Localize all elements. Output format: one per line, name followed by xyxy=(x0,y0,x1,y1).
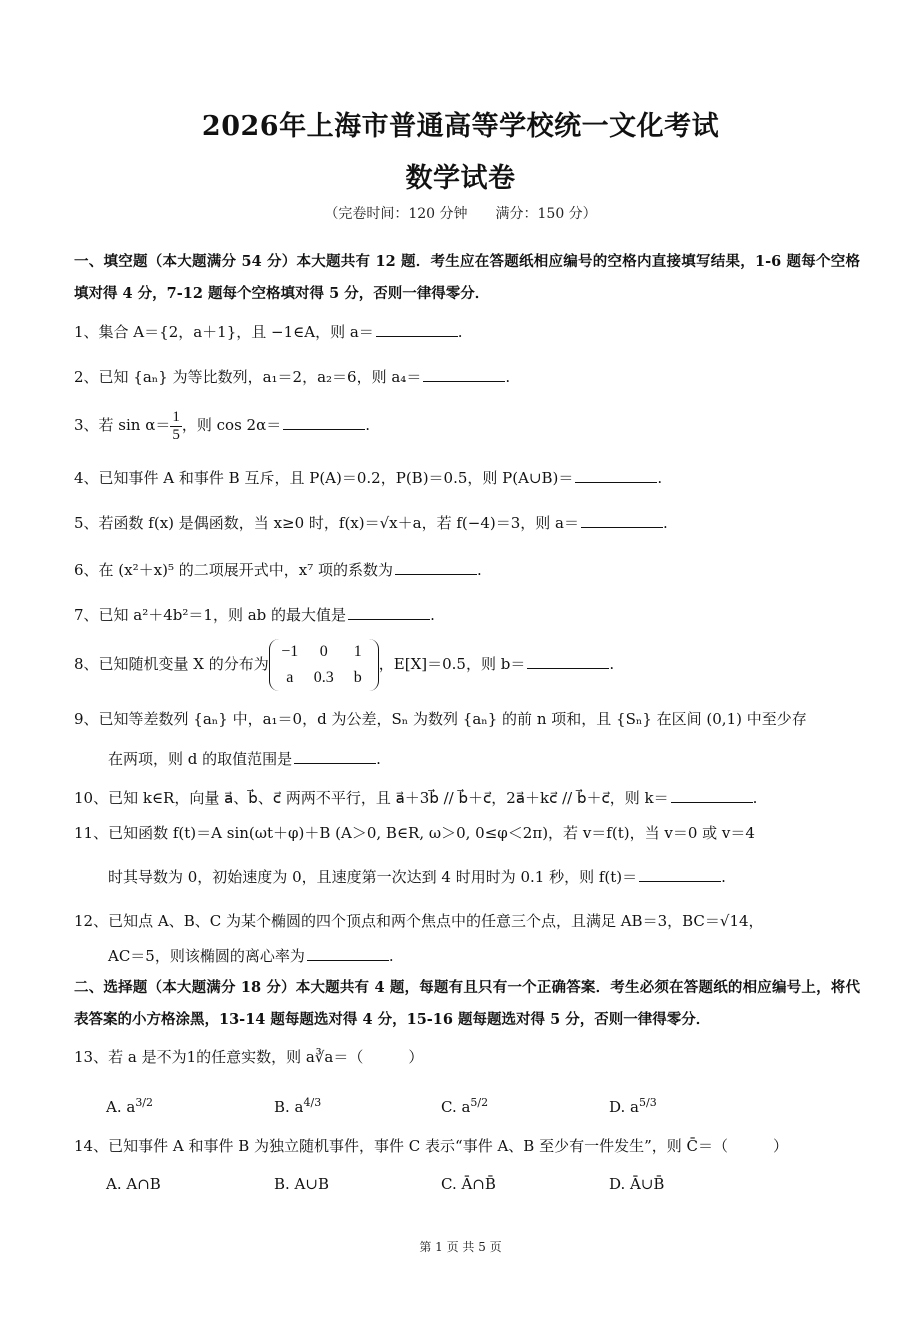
question-13-stem: 13、若 a 是不为1的任意实数，则 a∛a＝（ ） xyxy=(74,1048,424,1066)
matrix-cell: a xyxy=(286,669,294,686)
matrix-cell: b xyxy=(353,669,362,686)
answer-blank xyxy=(294,747,376,764)
fraction-numerator: 1 xyxy=(172,408,180,425)
question-12-continued: AC＝5，则该椭圆的离心率为 . xyxy=(108,944,394,967)
question-9 xyxy=(74,708,864,730)
question-13 xyxy=(74,1046,864,1068)
question-14 xyxy=(74,1135,864,1157)
question-9-line-2: 在两项，则 d 的取值范围是 xyxy=(108,750,293,768)
option-b-exponent: 4/3 xyxy=(303,1096,322,1109)
question-5: 5、若函数 f(x) 是偶函数，当 x≥0 时，f(x)＝√x＋a，若 f(−4)＝3，则 a＝ . xyxy=(74,511,864,534)
q14-option-a: A. A∩B xyxy=(106,1175,161,1193)
matrix-cell: 1 xyxy=(353,643,362,660)
answer-blank xyxy=(376,320,458,337)
question-3-prefix: 3、若 sin α＝ xyxy=(74,416,171,434)
question-11-line-1: 11、已知函数 f(t)＝A sin(ωt＋φ)＋B (A＞0, B∈R, ω＞0, 0≤φ＜2π)，若 v＝f(t)，当 v＝0 或 v＝4 xyxy=(74,824,755,842)
option-b-text: B. a xyxy=(274,1098,304,1116)
question-2-text: 2、已知 {aₙ} 为等比数列，a₁＝2，a₂＝6，则 a₄＝ xyxy=(74,368,422,386)
option-a-text: A. a xyxy=(106,1098,136,1116)
option-c-exponent: 5/2 xyxy=(470,1096,489,1109)
question-12 xyxy=(74,910,864,932)
matrix-cell: 0 xyxy=(319,643,328,660)
option-a-exponent: 3/2 xyxy=(135,1096,154,1109)
answer-blank xyxy=(671,786,753,803)
question-1: 1、集合 A＝{2，a＋1}，且 −1∈A，则 a＝ . xyxy=(74,320,864,343)
section-2-heading: 二、选择题（本大题满分 18 分）本大题共有 4 题，每题有且只有一个正确答案．考生必须在答题纸的相应编号上，将代表答案的小方格涂黑，13-14 题每题选对得 4 分，15-16 题每题选对得 5 分，否则一律得零分． xyxy=(74,979,860,1028)
fraction xyxy=(170,409,182,444)
question-11-line-2: 时其导数为 0，初始速度为 0，且速度第一次达到 4 时用时为 0.1 秒，则 f(t)＝ xyxy=(108,868,638,886)
exam-subtitle: 数学试卷 xyxy=(405,163,516,194)
option-c-text: C. a xyxy=(441,1098,471,1116)
question-2: 2、已知 {aₙ} 为等比数列，a₁＝2，a₂＝6，则 a₄＝ . xyxy=(74,365,864,388)
exam-meta: （完卷时间：120 分钟 满分：150 分） xyxy=(324,206,597,222)
q14-option-c: C. Ā∩B̄ xyxy=(441,1175,496,1193)
question-6-text: 6、在 (x²＋x)⁵ 的二项展开式中，x⁷ 项的系数为 xyxy=(74,561,393,579)
page-footer: 第 1 页 共 5 页 xyxy=(419,1240,502,1254)
question-7-text: 7、已知 a²＋4b²＝1，则 ab 的最大值是 xyxy=(74,606,347,624)
answer-blank xyxy=(283,413,365,430)
question-4: 4、已知事件 A 和事件 B 互斥，且 P(A)＝0.2，P(B)＝0.5，则 P(A∪B)＝ . xyxy=(74,466,864,489)
q14-option-d: D. Ā∪B̄ xyxy=(609,1175,665,1193)
answer-blank xyxy=(395,558,477,575)
question-1-text: 1、集合 A＝{2，a＋1}，且 −1∈A，则 a＝ xyxy=(74,323,374,341)
question-3: 3、若 sin α＝ $\frac{1}{5}$ ，则 cos 2α＝ . xyxy=(74,408,370,443)
question-11 xyxy=(74,822,864,844)
matrix-cell: 0.3 xyxy=(313,669,334,686)
answer-blank xyxy=(581,511,663,528)
question-7: 7、已知 a²＋4b²＝1，则 ab 的最大值是 . xyxy=(74,603,864,626)
distribution-table xyxy=(269,639,379,691)
question-8-suffix: ，E[X]＝0.5，则 b＝ xyxy=(378,655,526,673)
answer-blank xyxy=(575,466,657,483)
matrix-cell: −1 xyxy=(281,643,299,660)
answer-blank xyxy=(307,944,389,961)
answer-blank xyxy=(348,603,430,620)
q14-option-b: B. A∪B xyxy=(274,1175,329,1193)
answer-blank xyxy=(423,365,505,382)
question-12-line-2: AC＝5，则该椭圆的离心率为 xyxy=(108,947,305,965)
question-10: 10、已知 k∈R，向量 a⃗、b⃗、c⃗ 两两不平行，且 a⃗＋3b⃗ // b⃗＋c⃗，2a⃗＋kc⃗ // b⃗＋c⃗，则 k＝ . xyxy=(74,786,864,809)
answer-blank xyxy=(527,652,609,669)
question-14-stem: 14、已知事件 A 和事件 B 为独立随机事件，事件 C 表示“事件 A、B 至少有一件发生”，则 C̄＝（ ） xyxy=(74,1137,789,1155)
question-10-text: 10、已知 k∈R，向量 a⃗、b⃗、c⃗ 两两不平行，且 a⃗＋3b⃗ // b⃗＋c⃗，2a⃗＋kc⃗ // b⃗＋c⃗，则 k＝ xyxy=(74,789,669,807)
q13-option-d xyxy=(609,1092,657,1118)
answer-blank xyxy=(639,865,721,882)
question-8: 8、已知随机变量 X 的分布为 −1 0 1 a 0.3 b ，E[X]＝0.5，则 b＝ . xyxy=(74,636,864,692)
exam-title: 2026年上海市普通高等学校统一文化考试 xyxy=(201,111,720,142)
q13-option-a xyxy=(106,1092,153,1118)
question-3-suffix: ，则 cos 2α＝ xyxy=(181,416,282,434)
question-6: 6、在 (x²＋x)⁵ 的二项展开式中，x⁷ 项的系数为 . xyxy=(74,558,864,581)
question-4-text: 4、已知事件 A 和事件 B 互斥，且 P(A)＝0.2，P(B)＝0.5，则 P(A∪B)＝ xyxy=(74,469,574,487)
question-9-line-1: 9、已知等差数列 {aₙ} 中，a₁＝0，d 为公差，Sₙ 为数列 {aₙ} 的前 n 项和，且 {Sₙ} 在区间 (0,1) 中至少存 xyxy=(74,710,807,728)
option-d-text: D. a xyxy=(609,1098,639,1116)
question-11-continued: 时其导数为 0，初始速度为 0，且速度第一次达到 4 时用时为 0.1 秒，则 f(t)＝ . xyxy=(108,865,726,888)
q13-option-b xyxy=(274,1092,321,1118)
fraction-denominator: 5 xyxy=(172,426,180,443)
q13-option-c xyxy=(441,1092,488,1118)
option-d-exponent: 5/3 xyxy=(638,1096,657,1109)
question-8-prefix: 8、已知随机变量 X 的分布为 xyxy=(74,655,269,673)
question-5-text: 5、若函数 f(x) 是偶函数，当 x≥0 时，f(x)＝√x＋a，若 f(−4)＝3，则 a＝ xyxy=(74,514,579,532)
question-12-line-1: 12、已知点 A、B、C 为某个椭圆的四个顶点和两个焦点中的任意三个点，且满足 AB＝3，BC＝√14， xyxy=(74,912,764,930)
section-1-heading: 一、填空题（本大题满分 54 分）本大题共有 12 题．考生应在答题纸相应编号的空格内直接填写结果，1-6 题每个空格填对得 4 分，7-12 题每个空格填对得 5 分，否则一律得零分． xyxy=(74,253,860,302)
question-9-continued: 在两项，则 d 的取值范围是 . xyxy=(108,747,381,770)
